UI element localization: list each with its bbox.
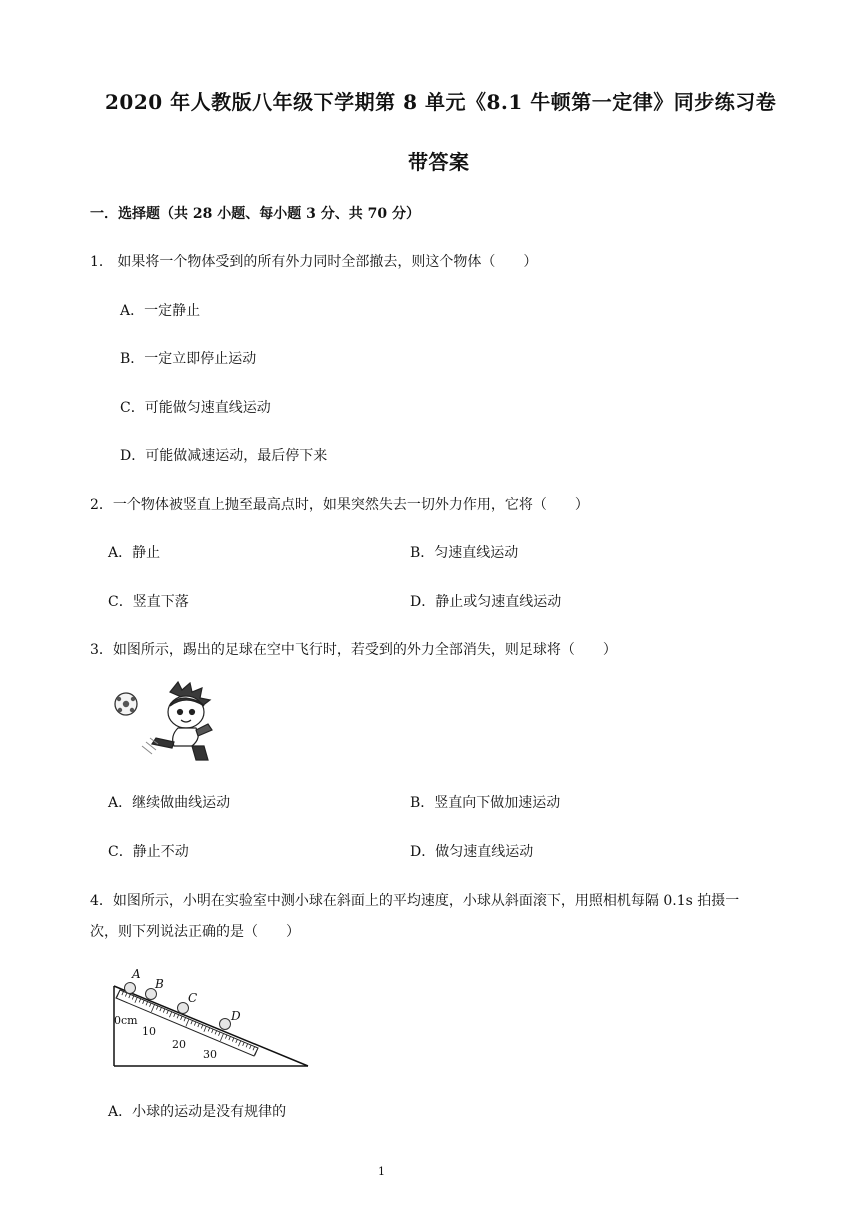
ball-label-d: D bbox=[231, 1009, 241, 1023]
question-1-option-c: C．可能做匀速直线运动 bbox=[120, 400, 271, 416]
kicking-football-figure bbox=[108, 680, 226, 764]
ball-label-c: C bbox=[188, 991, 198, 1005]
page-number: 1 bbox=[378, 1165, 385, 1178]
football-icon bbox=[115, 693, 137, 715]
ball-a bbox=[125, 983, 136, 994]
question-2-option-d: D．静止或匀速直线运动 bbox=[410, 594, 562, 610]
ball-label-a: A bbox=[132, 968, 141, 981]
question-4-stem-line1: 4．如图所示，小明在实验室中测小球在斜面上的平均速度，小球从斜面滚下，用照相机每隔 0.1s 拍摄一 bbox=[90, 893, 740, 909]
page-title-line1: 2020 年人教版八年级下学期第 8 单元《8.1 牛顿第一定律》同步练习卷 bbox=[105, 90, 777, 114]
question-3-option-a: A．继续做曲线运动 bbox=[108, 795, 231, 811]
question-2-option-a: A．静止 bbox=[108, 545, 161, 561]
ruler-label-20: 20 bbox=[172, 1038, 186, 1051]
ruler-label-10: 10 bbox=[142, 1025, 156, 1038]
question-2-stem: 2．一个物体被竖直上抛至最高点时，如果突然失去一切外力作用，它将（ ） bbox=[90, 497, 589, 513]
question-4-option-a: A．小球的运动是没有规律的 bbox=[108, 1104, 287, 1120]
incline-ruler-figure bbox=[108, 968, 313, 1072]
question-4-stem-line2: 次，则下列说法正确的是（ ） bbox=[90, 924, 300, 940]
ball-c bbox=[178, 1003, 189, 1014]
question-3-option-d: D．做匀速直线运动 bbox=[410, 844, 534, 860]
question-1-stem: 1． 如果将一个物体受到的所有外力同时全部撤去，则这个物体（ ） bbox=[90, 254, 538, 270]
ball-label-b: B bbox=[155, 977, 164, 991]
kicking-character-icon bbox=[152, 682, 212, 760]
page-title-line2: 带答案 bbox=[408, 150, 470, 174]
question-1-option-b: B．一定立即停止运动 bbox=[120, 351, 257, 367]
question-1-option-d: D．可能做减速运动，最后停下来 bbox=[120, 448, 328, 464]
ruler-label-0: 0cm bbox=[114, 1014, 138, 1027]
ruler-label-30: 30 bbox=[203, 1048, 217, 1061]
section-heading: 一．选择题（共 28 小题、每小题 3 分、共 70 分） bbox=[90, 206, 420, 222]
question-2-option-c: C．竖直下落 bbox=[108, 594, 189, 610]
question-2-option-b: B．匀速直线运动 bbox=[410, 545, 519, 561]
ball-d bbox=[220, 1019, 231, 1030]
question-3-stem: 3．如图所示，踢出的足球在空中飞行时，若受到的外力全部消失，则足球将（ ） bbox=[90, 642, 617, 658]
question-3-option-b: B．竖直向下做加速运动 bbox=[410, 795, 561, 811]
question-3-option-c: C．静止不动 bbox=[108, 844, 189, 860]
question-1-option-a: A．一定静止 bbox=[120, 303, 201, 319]
